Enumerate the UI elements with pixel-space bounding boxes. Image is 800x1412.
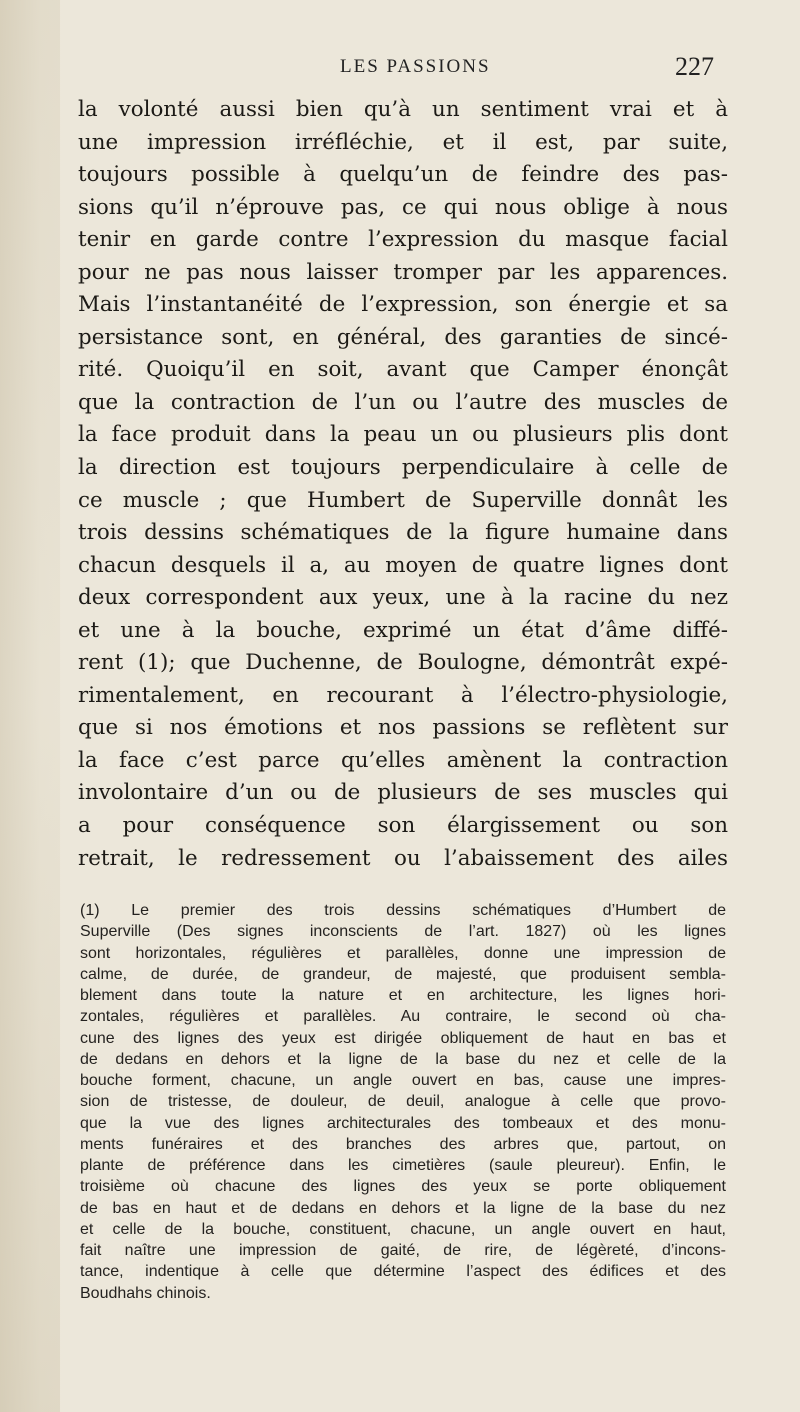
footnote-line: de bas en haut et de dedans en dehors et la ligne de la base du nez: [80, 1199, 726, 1217]
text-line: la face c’est parce qu’elles amènent la contraction: [78, 747, 728, 773]
running-title: LES PASSIONS: [340, 56, 491, 77]
text-line: deux correspondent aux yeux, une à la racine du nez: [78, 585, 728, 611]
footnote-line: troisième où chacune des lignes des yeux se porte obliquement: [80, 1178, 726, 1196]
text-line: tenir en garde contre l’expression du masque facial: [78, 227, 728, 253]
footnote-line: que la vue des lignes architecturales des tombeaux et des monu-: [80, 1114, 726, 1132]
footnote-line: cune des lignes des yeux est dirigée obliquement de haut en bas et: [80, 1029, 726, 1047]
text-line: que si nos émotions et nos passions se reflètent sur: [78, 715, 728, 741]
footnote-line: bouche forment, chacune, un angle ouvert en bas, cause une impres-: [80, 1072, 726, 1089]
text-line: la direction est toujours perpendiculaire à celle de: [78, 455, 728, 481]
text-line: rimentalement, en recourant à l’électro-physiologie,: [78, 682, 728, 708]
text-line: retrait, le redressement ou l’abaissement des ailes: [78, 845, 728, 871]
text-line: pour ne pas nous laisser tromper par les apparences.: [78, 259, 728, 285]
page-edge-stain: [0, 0, 60, 1412]
footnote-line: sion de tristesse, de douleur, de deuil, analogue à celle que provo-: [80, 1093, 726, 1111]
text-line: et une à la bouche, exprimé un état d’âme diffé-: [78, 617, 728, 643]
footnote-line: blement dans toute la nature et en architecture, les lignes hori-: [80, 987, 726, 1004]
text-line: a pour conséquence son élargissement ou son: [78, 813, 728, 839]
footnote-line: (1) Le premier des trois dessins schématiques d’Humbert de: [80, 902, 726, 919]
text-line: chacun desquels il a, au moyen de quatre lignes dont: [78, 552, 728, 578]
text-line: involontaire d’un ou de plusieurs de ses muscles qui: [78, 780, 728, 806]
text-line: ce muscle ; que Humbert de Superville donnât les: [78, 487, 728, 513]
text-line: trois dessins schématiques de la figure humaine dans: [78, 520, 728, 546]
text-line: toujours possible à quelqu’un de feindre des pas-: [78, 162, 728, 188]
footnote-line: zontales, régulières et parallèles. Au contraire, le second où cha-: [80, 1008, 726, 1026]
text-line: une impression irréfléchie, et il est, par suite,: [78, 129, 728, 155]
page-header: [0, 54, 800, 84]
footnote-line: plante de préférence dans les cimetières (saule pleureur). Enfin, le: [80, 1157, 726, 1174]
text-line: rité. Quoiqu’il en soit, avant que Camper énonçât: [78, 357, 728, 383]
footnote-line: de dedans en dehors et la ligne de la base du nez et celle de la: [80, 1050, 726, 1068]
main-text: [78, 94, 728, 875]
footnote-line: tance, indentique à celle que détermine l’aspect des édifices et des: [80, 1263, 726, 1281]
footnote-line: Superville (Des signes inconscients de l’art. 1827) où les lignes: [80, 923, 726, 941]
footnote-line: calme, de durée, de grandeur, de majesté, que produisent sembla-: [80, 965, 726, 983]
text-line: persistance sont, en général, des garanties de sincé-: [78, 324, 728, 350]
footnote-line: et celle de la bouche, constituent, chacune, un angle ouvert en haut,: [80, 1220, 726, 1238]
page-number: 227: [675, 52, 714, 81]
text-line: que la contraction de l’un ou l’autre des muscles de: [78, 389, 728, 415]
text-line: sions qu’il n’éprouve pas, ce qui nous oblige à nous: [78, 194, 728, 220]
text-line: rent (1); que Duchenne, de Boulogne, démontrât expé-: [78, 650, 728, 676]
text-line: la volonté aussi bien qu’à un sentiment vrai et à: [78, 97, 728, 122]
footnote-line: sont horizontales, régulières et parallèles, donne une impression de: [80, 944, 726, 962]
footnote-line: Boudhahs chinois.: [80, 1284, 211, 1302]
footnote-line: fait naître une impression de gaité, de rire, de légèreté, d’incons-: [80, 1242, 726, 1259]
text-line: la face produit dans la peau un ou plusieurs plis dont: [78, 422, 728, 448]
footnote: [80, 900, 726, 1304]
footnote-line: ments funéraires et des branches des arbres que, partout, on: [80, 1135, 726, 1153]
text-line: Mais l’instantanéité de l’expression, son énergie et sa: [78, 292, 728, 318]
